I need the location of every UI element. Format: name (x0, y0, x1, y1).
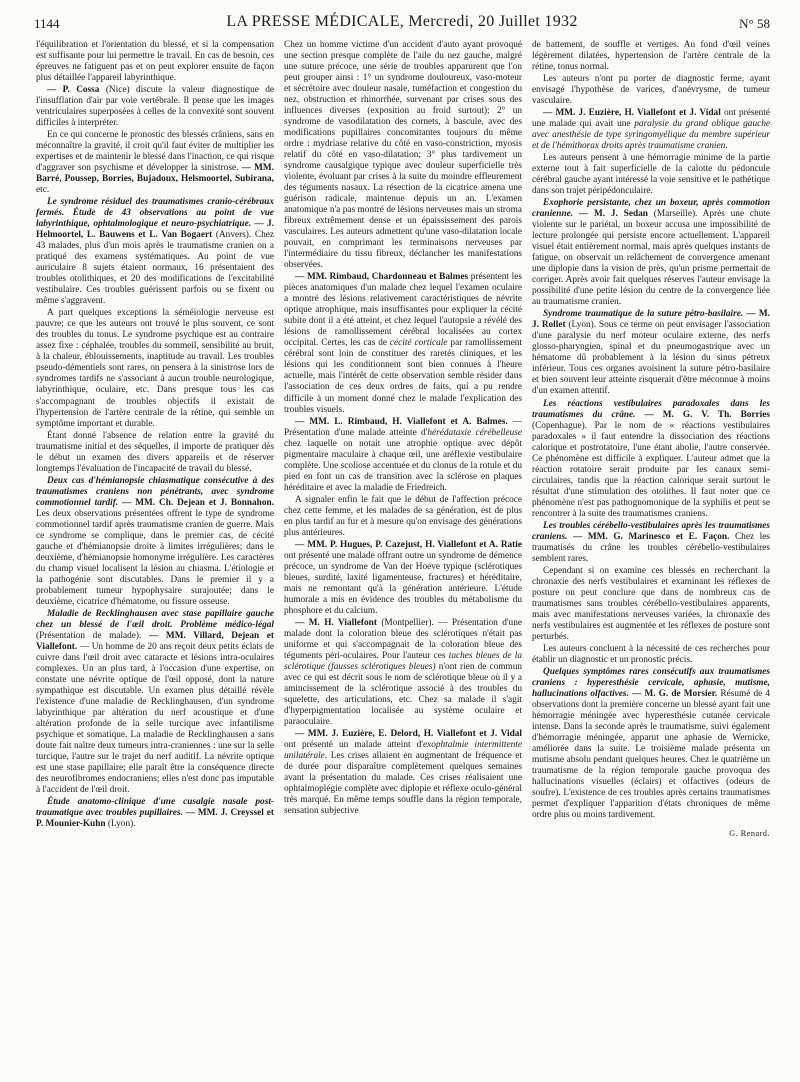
section (36, 609, 274, 796)
author: — P. Cossa (47, 85, 100, 96)
author: — M. G. V. Th. Borries (635, 409, 770, 420)
page-number: 1144 (34, 16, 60, 31)
section (532, 309, 770, 397)
author: — MM. J. Creyssel et P. Mounier-Kuhn (36, 808, 274, 830)
emphasis: cécité corticale (389, 338, 448, 349)
page-header (34, 12, 770, 36)
section (36, 476, 274, 608)
paragraph: l'équilibration et l'orientation du blessé, et si la compensation est suffisante pour lui permettre le travail. En cas de besoin, ces épreuves ne fatiguent pas et on peut explorer ensuite de façon plus détaillée l'appareil labyrinthique. (36, 40, 274, 84)
paragraph-text: chez laquelle on notait une atrophie optique avec dépôt pigmentaire maculaire à chaque œil, une aréflexie vestibulaire complète. Une scoliose accentuée et du clonus de la rotule et du pied en font un cas de transition avec la sclérose en plaques héréditaire et avec la maladie de Friedreich. (284, 438, 522, 493)
paragraph-text: ont présenté un malade atteint d' (284, 739, 423, 750)
paragraph-text: (Anvers). Chez 43 malades, plus d'un mois après le traumatisme cranien on a pratiqué des examens systématiques. Au point de vue auriculaire 8 sujets étaient normaux, 16 présentaient des troubles otolithiques, et 20 des modifications de l'excitabilité vestibulaire. Ces troubles guérissent parfois ou se fixent ou même s'aggravent. (36, 230, 274, 307)
paragraph: Les auteurs concluent à la nécessité de ces recherches pour établir un diagnostic et un pronostic précis. (532, 643, 770, 665)
paragraph (284, 540, 522, 617)
paragraph: Chez un homme victime d'un accident d'auto ayant provoqué une section presque complète de l'aile du nez gauche, malgré une suture précoce, une série de troubles apparurent que l'on peut grouper ainsi : 1° un syndrome douloureux, vaso-moteur et sécrétoire avec douleur nasale, tuméfaction et congestion du nez, obstruction et rhinorrhée, survenant par crises sous des influences diverses (exposition au froid surtout); 2° un syndrome de vasodilatation des cornets, à bascule, avec des modifications pupillaires concomitantes toujours du même ordre : mydriase relative du côté en vaso-constriction, myosis relatif du côté en vaso-dilatation; 3° plus tardivement un syndrome causalgique typique avec douleur superficielle très violente, évoluant par crises à la suite du moindre effleurement des téguments nasaux. La résection de la cicatrice amena une guérison radicale, maintenue depuis un an. L'examen anatomique n'a pas montré de lésions nerveuses mais un stroma fibreux extrêmement dense et un épaississement des parois vasculaires. Les auteurs admettent qu'une vaso-dilatation locale pouvait, en comprimant les terminaisons nerveuses par l'intermédiaire du tissu fibreux, déclancher les manifestations observées. (284, 40, 522, 271)
section-title: Quelques symptômes rares consécutifs aux traumatismes craniens : hyperesthésie cervicale, aphasie, mutisme, hallucinations olfactives. (532, 666, 770, 699)
section (532, 198, 770, 308)
paragraph-text: par ramollissement cérébral sont loin de constituer des raretés cliniques, et les lésions qui les conditionnent sont bien connues à l'heure actuelle, mais l'intérêt de cette observation semble résider dans l'association de ces deux ordres de faits, qui a pu rendre difficile à un moment donné chez le malade l'explication des troubles visuels. (284, 338, 522, 415)
paragraph-text: — Un homme de 20 ans reçoit deux petits éclats de cuivre dans l'œil droit avec cataracte et lésions intra-oculaires complexes. Un an plus tard, à l'occasion d'une expertise, on constate une névrite optique de l'œil opposé, dont la nature sympathique est discutable. Un examen plus détaillé révèle l'existence d'une maladie de Recklinghausen, d'un syndrome labyrinthique par altération du nerf acoustique et d'une altération profonde de la selle turcique avec infantilisme psychique et somatique. La maladie de Recklinghausen a sans doute fait naître deux tumeurs intra-craniennes : une sur la selle turcique, l'autre sur le trajet du nerf auditif. La névrite optique est une stase papillaire; elle paraît être la conséquence directe des neurofibromes endocraniens; elles n'est donc pas imputable à l'accident de l'œil droit. (36, 641, 274, 796)
paragraph-text: Résumé de 4 observations dont la première concerne un blessé ayant fait une hémorragie méningée avec hyperesthésie cutanée cervicale intense. Dans la seconde après le traumatisme, suivi également d'hémorragie méningée, apparut une aphasie de Wernicke, améliorée dans la suite. Le troisième malade présenta un mutisme absolu pendant quelques heures. Chez le quatrième un traumatisme de la région temporale gauche provoqua des hallucinations visuelles (éclairs) et olfactives (odeurs de soufre). L'existence de ces troubles après certains traumatismes permet d'expliquer l'apparition d'états chroniques de même ordre plus ou moins tardivement. (532, 688, 770, 821)
column-1 (36, 40, 274, 1076)
section-title: Deux cas d'hémianopsie chiasmatique consécutive à des traumatismes craniens non pénétrants, avec syndrome commotionnel tardif. (36, 475, 274, 508)
paragraph-text: . Les crises allaient en augmentant de fréquence et de durée pour disparaître complètement quelques semaines avant la présentation du malade. Ces crises réalisaient une ophtalmoplégie complète avec diplopie et réflexe oculo-général très marqué. En même temps souffle dans la région temporale, sensation subjective (284, 751, 522, 817)
author: — M. G. de Morsier. (628, 688, 718, 699)
author: — MM. Barré, Poussep, Borries, Bujadoux, Helsmoortel, Subirana, (36, 163, 274, 185)
paragraph-text: En ce qui concerne le pronostic des blessés crâniens, sans en méconnaître la gravité, il croit qu'il faut éviter de multiplier les expertises et de maintenir le blessé dans l'inaction, ce qui risque d'aggraver son psychisme et développer la sinistrose. (36, 130, 274, 174)
author: — MM. Rimbaud, Chardonneau et Balmes (295, 272, 469, 283)
author: — MM. Villard, Dejean et Viallefont. (36, 630, 274, 652)
author: — M. J. Rollet (532, 309, 770, 331)
author: — M. H. Viallefont (295, 617, 377, 628)
journal-title: LA PRESSE MÉDICALE, Mercredi, 20 Juillet 1932 (226, 13, 578, 30)
paragraph (36, 85, 274, 129)
section-title: Le syndrome résiduel des traumatismes cranio-cérébraux fermés. Étude de 43 observations au point de vue labyrinthique, ophtalmologique et neuro-psychiatrique. (36, 197, 274, 230)
author: — MM. Ch. Dejean et J. Bonnahon. (122, 497, 274, 508)
signature (532, 829, 770, 839)
author: — M. J. Sedan (573, 209, 648, 220)
section (532, 667, 770, 821)
author: — MM. J. Euzière, E. Delord, H. Viallefont et J. Vidal (295, 728, 522, 739)
section (36, 197, 274, 307)
paragraph: A part quelques exceptions la séméiologie nerveuse est pauvre; ce que les auteurs ont trouvé le plus souvent, ce sont des troubles du tonus. Le syndrome psychique est au contraire assez fixe : céphalée, troubles du sommeil, sensibilité au bruit, à la chaleur, éblouissements, inaptitude au travail. Les troubles pseudo-démentiels sont rares, on pensera à la sinistrose lors de syndromes tardifs ne s'associant à aucun trouble neurologique, labyrinthique, oculaire, etc. Dans presque tous les cas s'accompagnant de troubles objectifs il existait de l'hypertension de l'artère centrale de la rétine, qui semble un symptôme important et durable. (36, 308, 274, 429)
paragraph-text: (Lyon). Sous ce terme on peut envisager l'association d'une paralysie du nerf moteur oculaire externe, des nerfs glosso-pharyngien, spinal et du pneumogastrique avec un hématome dû probablement à la lésion du sinus pétreux inférieur. Tous ces organes avoisinent la suture pétro-basilaire et bien souvent leur atteinte risquerait d'être méconnue à moins d'un examen attentif. (532, 320, 770, 397)
paragraph (284, 417, 522, 494)
paragraph (284, 618, 522, 728)
section (532, 399, 770, 520)
paragraph-text: n'ont rien de commun avec ce qui est décrit sous le nom de sclérotique bleue où il y a amincissement de la sclérotique associé à des troubles du squelette, des articulations, etc. Chez sa malade il s'agit d'hyperpigmentation localisée au système oculaire et paraoculaire. (284, 661, 522, 727)
paragraph-text: (Marseille). Après une chute violente sur le pariétal, un boxeur accusa une impossibilité de lecture prolongée qui persiste encore actuellement. L'appareil visuel était entièrement normal, mais après quelques instants de fatigue, on observait un relâchement de convergence amenant une diplopie dans la vision de près, qu'un prisme permettait de corriger. Après avoir fait quelques réserves l'auteur envisage la possibilité d'une petite lésion du centre de la convergence liée au traumatisme cranien. (532, 209, 770, 308)
paragraph: Cependant si on examine ces blessés en recherchant la chronaxie des nerfs vestibulaires et examinant les réflexes de posture on peut conclure que dans de nombreux cas de traumatismes sans troubles cérébello-vestibulaires apparents, mais avec manifestations nerveuses variées, la chronaxie des nerfs vestibulaires est augmentée et les réflexes de posture sont perturbés. (532, 565, 770, 642)
author: — MM. G. Marinesco et E. Façon. (567, 531, 730, 542)
section-title: Les troubles cérébello-vestibulaires après les traumatismes craniens. (532, 520, 770, 542)
paragraph-text: Chez les traumatisés du crâne les troubles cérébello-vestibulaires semblent rares. (532, 531, 770, 564)
paragraph-text: (Copenhague). Par le nom de « réactions vestibulaires paradoxales » il faut entendre la dissociation des réactions calorique et postrotatoire, l'une étant abolie, l'autre conservée. Ce phénomène est difficile à expliquer. L'auteur admet que la réaction rotatoire serait produite par les canaux semi-circulaires, tandis que la réaction calorique serait surtout le résultat d'une stimulation des otolithes. Il faut noter que ce phénomène n'est pas pathognomonique de la syphilis et peut se rencontrer à la suite des traumatismes craniens. (532, 420, 770, 519)
paragraph-text: (Nice) discute la valeur diagnostique de l'insufflation d'air par voie vertébrale. Il pense que les images ventriculaires superposées à celles de la convexité sont souvent difficiles à interpréter. (36, 85, 274, 129)
author: — MM. P. Hugues, P. Cazejust, H. Viallefont et A. Ratie (295, 539, 522, 550)
paragraph: Les auteurs pensent à une hémorragie minime de la partie externe tout à fait superficielle de la calotte du pédoncule cérébral gauche ayant intéressé la voie sensitive et le pathétique dans son trajet péripédonculaire. (532, 153, 770, 197)
issue-number: N° 58 (739, 16, 770, 31)
paragraph (284, 272, 522, 415)
paragraph: Les auteurs n'ont pu porter de diagnostic ferme, ayant envisagé l'hypothèse de varices, d'anévrysme, de tumeur vasculaire. (532, 74, 770, 107)
paragraph-text: . (725, 141, 728, 152)
paragraph-text: ont présenté une malade offrant outre un syndrome de démence précoce, un syndrome de Van der Hoeve typique (sclérotiques bleues, surdité, laxité ligamenteuse, fractures) et héréditaire, mais ne remontant qu'à la génération antérieure. L'étude humorale a mis en évidence des troubles du métabolisme du phosphore et du calcium. (284, 550, 522, 616)
section-title: Étude anatomo-clinique d'une cusalgie nasale post-traumatique avec troubles pupillaires. (36, 797, 274, 819)
paragraph-text: ont présenté une malade qui avait une (532, 108, 770, 130)
emphasis: paralysie du grand oblique gauche avec anesthésie de type syringomyélique du membre supérieur et de l'hémithorax droits après traumatisme cranien (532, 119, 770, 152)
section-title: Exophorie persistante, chez un boxeur, après commotion cranienne. (532, 198, 770, 220)
section-title: Maladie de Recklinghausen avec stase papillaire gauche chez un blessé de l'œil droit. Problème médico-légal (36, 608, 274, 630)
paragraph (36, 130, 274, 196)
paragraph-text: etc. (36, 185, 50, 196)
paragraph (532, 108, 770, 152)
author: — MM. L. Rimbaud, H. Viallefont et A. Balmes. (295, 416, 508, 427)
paragraph-text: (Présentation de malade). (36, 630, 142, 641)
paragraph-text: présentent les pièces anatomiques d'un malade chez lequel l'examen oculaire a montré des lésions relativement caractéristiques de névrite optique atrophique, mais insuffisantes pour expliquer la cécité subite dont il a été atteint, et chez lequel l'autopsie a révélé des lésions de ramollissement cérébral localisées au cortex occipital. Certes, les cas de (284, 272, 522, 349)
signature-text: G. Renard. (729, 829, 770, 839)
author: — J. Helmoortel, L. Bauwens et L. Van Bogaert (36, 219, 274, 241)
section (532, 521, 770, 565)
paragraph: de battement, de souffle et vertiges. Au fond d'œil veines légèrement dilatées, hypertension de l'artère centrale de la rétine, tonus normal. (532, 40, 770, 73)
paragraph: A signaler enfin le fait que le début de l'affection précoce chez cette femme, et les malades de sa génération, est de plus en plus tardif au fur et à mesure qu'on envisage des générations plus antérieures. (284, 494, 522, 538)
paragraph-text: — Présentation d'une malade atteinte d' (284, 416, 522, 438)
section (36, 797, 274, 830)
section-title: Les réactions vestibulaires paradoxales dans les traumatismes du crâne. (532, 398, 770, 420)
column-2 (284, 40, 522, 1076)
paragraph-text: Les deux observations présentées offrent le type de syndrome commotionnel tardif après traumatisme cranien de guerre. Mais ce syndrome se complique, dans le premier cas, de cécité gauche et d'hémianopsie droite à limites irrégulières; dans le deuxième, d'hémianopsie homonyme irrégulière. Les caractères du champ visuel localisent la lésion au chiasma. L'étiologie et la pathogénie sont discutables. Dans le premier il y a probablement tumeur hypophysaire surajoutée; dans le deuxième, cicatrice d'hématome, ou fissure osseuse. (36, 508, 274, 607)
paragraph-text: (Lyon). (105, 819, 136, 830)
paragraph (284, 729, 522, 817)
author: — MM. J. Euzière, H. Viallefont et J. Vidal (543, 108, 721, 119)
column-3 (532, 40, 770, 1076)
emphasis: exophtalmie intermittente unilatérale (284, 739, 522, 761)
section-title: Syndrome traumatique de la suture pétro-basilaire. (543, 309, 744, 320)
paragraph-text: (Montpellier). — Présentation d'une malade dont la coloration bleue des sclérotiques n'était pas uniforme et qui s'accompagnait de la coloration bleue des téguments péri-oculaires. Pour l'auteur ces (284, 617, 522, 661)
emphasis: taches bleues de la sclérotique (fausses sclérotiques bleues) (284, 650, 522, 672)
emphasis: hérédataxie cérébelleuse (427, 427, 522, 438)
paragraph: Étant donné l'absence de relation entre la gravité du traumatisme initial et des séquelles, il importe de pratiquer dès le début un examen des divers appareils et de réserver longtemps l'évaluation de l'incapacité de travail du blessé. (36, 430, 274, 474)
